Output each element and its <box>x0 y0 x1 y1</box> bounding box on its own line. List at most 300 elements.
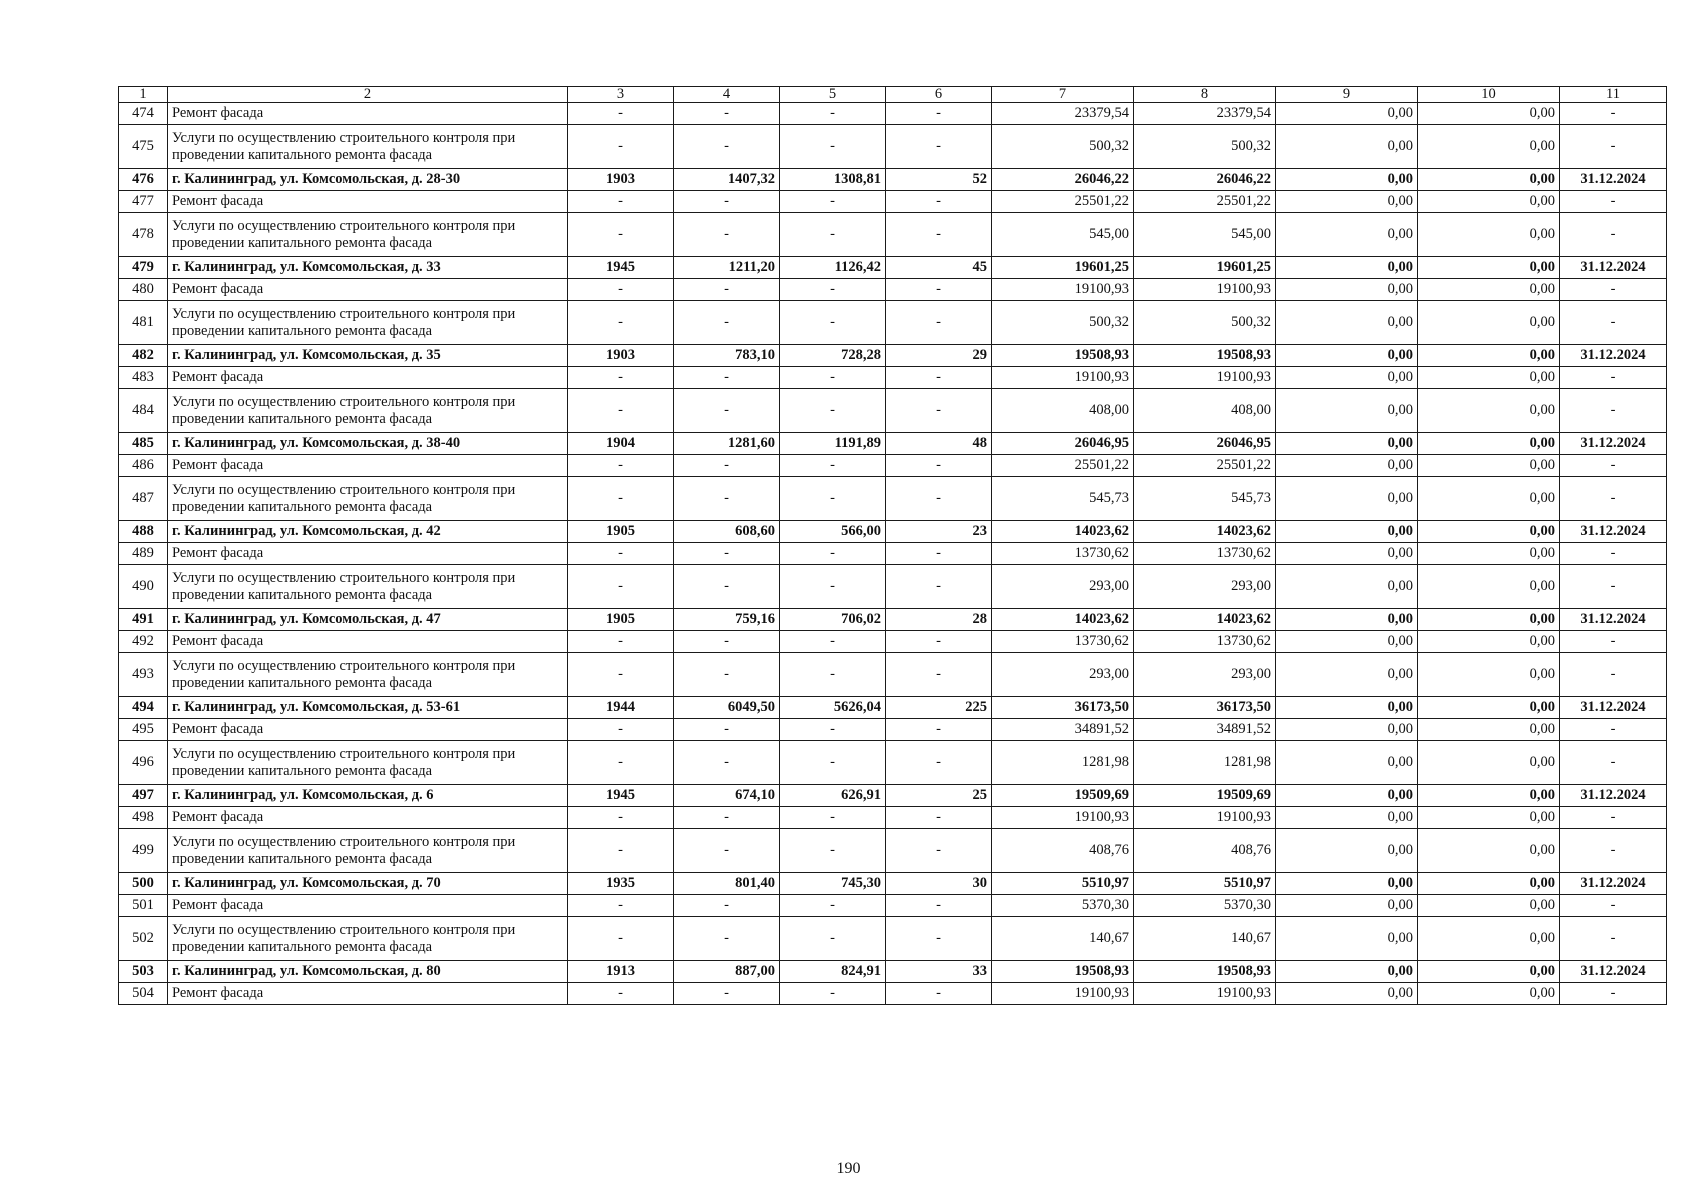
area-living-cell: - <box>780 279 886 301</box>
row-number: 499 <box>119 829 168 873</box>
area-total-cell: - <box>674 631 780 653</box>
residents-cell: 45 <box>886 257 992 279</box>
year-cell: - <box>568 653 674 697</box>
residents-cell: - <box>886 565 992 609</box>
area-living-cell: 626,91 <box>780 785 886 807</box>
deadline-cell: 31.12.2024 <box>1560 697 1667 719</box>
deadline-cell: - <box>1560 631 1667 653</box>
year-cell: - <box>568 917 674 961</box>
cost-fund-cell: 19100,93 <box>1134 279 1276 301</box>
year-cell: - <box>568 631 674 653</box>
row-number: 495 <box>119 719 168 741</box>
row-name: Ремонт фасада <box>168 631 568 653</box>
row-number: 492 <box>119 631 168 653</box>
area-living-cell: 745,30 <box>780 873 886 895</box>
deadline-cell: - <box>1560 455 1667 477</box>
area-total-cell: - <box>674 895 780 917</box>
cost-total-cell: 19508,93 <box>992 345 1134 367</box>
cost-fund-cell: 19100,93 <box>1134 807 1276 829</box>
column-header: 9 <box>1276 87 1418 103</box>
area-living-cell: - <box>780 565 886 609</box>
area-total-cell: - <box>674 125 780 169</box>
year-cell: 1905 <box>568 521 674 543</box>
area-total-cell: 801,40 <box>674 873 780 895</box>
address-row <box>119 521 1667 543</box>
area-total-cell: 783,10 <box>674 345 780 367</box>
work-row <box>119 895 1667 917</box>
cost-other-cell: 0,00 <box>1418 125 1560 169</box>
deadline-cell: - <box>1560 477 1667 521</box>
row-name: Ремонт фасада <box>168 983 568 1005</box>
cost-fund-cell: 23379,54 <box>1134 103 1276 125</box>
year-cell: 1903 <box>568 345 674 367</box>
year-cell: - <box>568 103 674 125</box>
deadline-cell: - <box>1560 367 1667 389</box>
residents-cell: - <box>886 213 992 257</box>
cost-total-cell: 19100,93 <box>992 279 1134 301</box>
cost-fund-cell: 13730,62 <box>1134 631 1276 653</box>
column-header: 11 <box>1560 87 1667 103</box>
cost-budget-cell: 0,00 <box>1276 103 1418 125</box>
address-row <box>119 609 1667 631</box>
cost-total-cell: 14023,62 <box>992 609 1134 631</box>
cost-total-cell: 23379,54 <box>992 103 1134 125</box>
cost-other-cell: 0,00 <box>1418 719 1560 741</box>
cost-total-cell: 13730,62 <box>992 543 1134 565</box>
area-total-cell: - <box>674 829 780 873</box>
deadline-cell: - <box>1560 213 1667 257</box>
year-cell: - <box>568 895 674 917</box>
row-number: 480 <box>119 279 168 301</box>
deadline-cell: 31.12.2024 <box>1560 521 1667 543</box>
row-number: 493 <box>119 653 168 697</box>
year-cell: - <box>568 741 674 785</box>
row-number: 486 <box>119 455 168 477</box>
area-living-cell: - <box>780 631 886 653</box>
cost-budget-cell: 0,00 <box>1276 873 1418 895</box>
year-cell: 1903 <box>568 169 674 191</box>
area-total-cell: - <box>674 213 780 257</box>
address-row <box>119 345 1667 367</box>
page-number: 190 <box>836 1160 861 1177</box>
residents-cell: 30 <box>886 873 992 895</box>
cost-other-cell: 0,00 <box>1418 807 1560 829</box>
row-number: 479 <box>119 257 168 279</box>
cost-total-cell: 293,00 <box>992 565 1134 609</box>
cost-budget-cell: 0,00 <box>1276 609 1418 631</box>
area-living-cell: - <box>780 301 886 345</box>
row-number: 498 <box>119 807 168 829</box>
deadline-cell: - <box>1560 807 1667 829</box>
cost-other-cell: 0,00 <box>1418 873 1560 895</box>
year-cell: 1945 <box>568 257 674 279</box>
area-total-cell: - <box>674 807 780 829</box>
cost-other-cell: 0,00 <box>1418 741 1560 785</box>
deadline-cell: - <box>1560 565 1667 609</box>
year-cell: - <box>568 389 674 433</box>
year-cell: - <box>568 279 674 301</box>
residents-cell: - <box>886 455 992 477</box>
residents-cell: 52 <box>886 169 992 191</box>
area-total-cell: - <box>674 983 780 1005</box>
area-living-cell: - <box>780 103 886 125</box>
cost-budget-cell: 0,00 <box>1276 807 1418 829</box>
residents-cell: - <box>886 367 992 389</box>
row-name: Ремонт фасада <box>168 191 568 213</box>
address-row <box>119 169 1667 191</box>
residents-cell: - <box>886 389 992 433</box>
row-name: Услуги по осуществлению строительного контроля при проведении капитального ремонта фасада <box>168 917 568 961</box>
column-number-header-row <box>119 87 1667 103</box>
row-name: Ремонт фасада <box>168 895 568 917</box>
cost-fund-cell: 26046,22 <box>1134 169 1276 191</box>
area-living-cell: - <box>780 455 886 477</box>
cost-fund-cell: 19508,93 <box>1134 345 1276 367</box>
cost-fund-cell: 545,73 <box>1134 477 1276 521</box>
year-cell: - <box>568 807 674 829</box>
address-row <box>119 873 1667 895</box>
row-name: г. Калининград, ул. Комсомольская, д. 80 <box>168 961 568 983</box>
residents-cell: - <box>886 191 992 213</box>
area-living-cell: - <box>780 477 886 521</box>
cost-fund-cell: 14023,62 <box>1134 521 1276 543</box>
residents-cell: - <box>886 631 992 653</box>
deadline-cell: 31.12.2024 <box>1560 257 1667 279</box>
year-cell: 1945 <box>568 785 674 807</box>
cost-other-cell: 0,00 <box>1418 191 1560 213</box>
service-row <box>119 565 1667 609</box>
area-total-cell: - <box>674 389 780 433</box>
deadline-cell: 31.12.2024 <box>1560 609 1667 631</box>
area-living-cell: - <box>780 719 886 741</box>
area-living-cell: - <box>780 895 886 917</box>
cost-budget-cell: 0,00 <box>1276 719 1418 741</box>
service-row <box>119 741 1667 785</box>
cost-fund-cell: 36173,50 <box>1134 697 1276 719</box>
column-header: 1 <box>119 87 168 103</box>
area-living-cell: 1126,42 <box>780 257 886 279</box>
cost-total-cell: 14023,62 <box>992 521 1134 543</box>
cost-budget-cell: 0,00 <box>1276 301 1418 345</box>
cost-other-cell: 0,00 <box>1418 477 1560 521</box>
address-row <box>119 257 1667 279</box>
cost-other-cell: 0,00 <box>1418 257 1560 279</box>
cost-total-cell: 25501,22 <box>992 455 1134 477</box>
cost-budget-cell: 0,00 <box>1276 433 1418 455</box>
year-cell: 1913 <box>568 961 674 983</box>
work-row <box>119 367 1667 389</box>
cost-total-cell: 545,73 <box>992 477 1134 521</box>
area-living-cell: 1308,81 <box>780 169 886 191</box>
row-number: 491 <box>119 609 168 631</box>
cost-budget-cell: 0,00 <box>1276 917 1418 961</box>
cost-budget-cell: 0,00 <box>1276 565 1418 609</box>
cost-fund-cell: 25501,22 <box>1134 191 1276 213</box>
area-total-cell: - <box>674 653 780 697</box>
cost-budget-cell: 0,00 <box>1276 543 1418 565</box>
residents-cell: - <box>886 983 992 1005</box>
row-name: Услуги по осуществлению строительного контроля при проведении капитального ремонта фасада <box>168 125 568 169</box>
service-row <box>119 917 1667 961</box>
year-cell: - <box>568 367 674 389</box>
row-number: 504 <box>119 983 168 1005</box>
area-total-cell: 608,60 <box>674 521 780 543</box>
area-living-cell: - <box>780 191 886 213</box>
deadline-cell: - <box>1560 103 1667 125</box>
row-name: Ремонт фасада <box>168 543 568 565</box>
residents-cell: - <box>886 653 992 697</box>
deadline-cell: 31.12.2024 <box>1560 961 1667 983</box>
area-total-cell: - <box>674 191 780 213</box>
cost-fund-cell: 19100,93 <box>1134 983 1276 1005</box>
area-living-cell: 824,91 <box>780 961 886 983</box>
row-name: г. Калининград, ул. Комсомольская, д. 53-61 <box>168 697 568 719</box>
residents-cell: - <box>886 719 992 741</box>
residents-cell: - <box>886 807 992 829</box>
cost-budget-cell: 0,00 <box>1276 741 1418 785</box>
area-total-cell: 1407,32 <box>674 169 780 191</box>
cost-budget-cell: 0,00 <box>1276 653 1418 697</box>
row-name: г. Калининград, ул. Комсомольская, д. 35 <box>168 345 568 367</box>
area-living-cell: - <box>780 125 886 169</box>
cost-budget-cell: 0,00 <box>1276 389 1418 433</box>
deadline-cell: 31.12.2024 <box>1560 345 1667 367</box>
residents-cell: - <box>886 125 992 169</box>
row-number: 485 <box>119 433 168 455</box>
year-cell: 1904 <box>568 433 674 455</box>
deadline-cell: - <box>1560 741 1667 785</box>
year-cell: - <box>568 565 674 609</box>
column-header: 2 <box>168 87 568 103</box>
cost-budget-cell: 0,00 <box>1276 367 1418 389</box>
year-cell: - <box>568 829 674 873</box>
area-living-cell: - <box>780 807 886 829</box>
cost-fund-cell: 408,00 <box>1134 389 1276 433</box>
cost-other-cell: 0,00 <box>1418 609 1560 631</box>
work-row <box>119 719 1667 741</box>
residents-cell: 29 <box>886 345 992 367</box>
table-body <box>119 87 1667 1005</box>
service-row <box>119 829 1667 873</box>
cost-fund-cell: 500,32 <box>1134 125 1276 169</box>
work-row <box>119 191 1667 213</box>
residents-cell: 33 <box>886 961 992 983</box>
service-row <box>119 301 1667 345</box>
row-number: 477 <box>119 191 168 213</box>
cost-budget-cell: 0,00 <box>1276 983 1418 1005</box>
area-total-cell: - <box>674 719 780 741</box>
deadline-cell: - <box>1560 279 1667 301</box>
row-name: г. Калининград, ул. Комсомольская, д. 6 <box>168 785 568 807</box>
cost-other-cell: 0,00 <box>1418 829 1560 873</box>
row-number: 484 <box>119 389 168 433</box>
cost-other-cell: 0,00 <box>1418 389 1560 433</box>
work-row <box>119 103 1667 125</box>
cost-total-cell: 34891,52 <box>992 719 1134 741</box>
cost-total-cell: 36173,50 <box>992 697 1134 719</box>
cost-budget-cell: 0,00 <box>1276 631 1418 653</box>
row-name: Ремонт фасада <box>168 367 568 389</box>
deadline-cell: 31.12.2024 <box>1560 785 1667 807</box>
area-total-cell: 759,16 <box>674 609 780 631</box>
area-living-cell: - <box>780 367 886 389</box>
row-name: Ремонт фасада <box>168 103 568 125</box>
column-header: 10 <box>1418 87 1560 103</box>
service-row <box>119 389 1667 433</box>
cost-budget-cell: 0,00 <box>1276 191 1418 213</box>
deadline-cell: - <box>1560 191 1667 213</box>
area-total-cell: 887,00 <box>674 961 780 983</box>
work-row <box>119 807 1667 829</box>
residents-cell: - <box>886 279 992 301</box>
deadline-cell: - <box>1560 917 1667 961</box>
cost-total-cell: 26046,95 <box>992 433 1134 455</box>
cost-budget-cell: 0,00 <box>1276 521 1418 543</box>
area-living-cell: - <box>780 389 886 433</box>
address-row <box>119 961 1667 983</box>
cost-other-cell: 0,00 <box>1418 301 1560 345</box>
cost-budget-cell: 0,00 <box>1276 455 1418 477</box>
cost-fund-cell: 545,00 <box>1134 213 1276 257</box>
cost-other-cell: 0,00 <box>1418 961 1560 983</box>
deadline-cell: - <box>1560 125 1667 169</box>
row-number: 482 <box>119 345 168 367</box>
cost-total-cell: 500,32 <box>992 125 1134 169</box>
row-name: Услуги по осуществлению строительного контроля при проведении капитального ремонта фасада <box>168 741 568 785</box>
column-header: 6 <box>886 87 992 103</box>
cost-total-cell: 5510,97 <box>992 873 1134 895</box>
residents-cell: - <box>886 477 992 521</box>
year-cell: - <box>568 301 674 345</box>
cost-other-cell: 0,00 <box>1418 631 1560 653</box>
residents-cell: 225 <box>886 697 992 719</box>
cost-budget-cell: 0,00 <box>1276 279 1418 301</box>
residents-cell: - <box>886 301 992 345</box>
document-table <box>118 86 1667 1005</box>
cost-budget-cell: 0,00 <box>1276 785 1418 807</box>
cost-total-cell: 19100,93 <box>992 983 1134 1005</box>
row-number: 503 <box>119 961 168 983</box>
area-living-cell: 566,00 <box>780 521 886 543</box>
cost-budget-cell: 0,00 <box>1276 697 1418 719</box>
cost-fund-cell: 26046,95 <box>1134 433 1276 455</box>
service-row <box>119 477 1667 521</box>
cost-fund-cell: 293,00 <box>1134 653 1276 697</box>
cost-fund-cell: 500,32 <box>1134 301 1276 345</box>
row-name: Услуги по осуществлению строительного контроля при проведении капитального ремонта фасада <box>168 829 568 873</box>
row-name: г. Калининград, ул. Комсомольская, д. 42 <box>168 521 568 543</box>
deadline-cell: 31.12.2024 <box>1560 169 1667 191</box>
row-name: Ремонт фасада <box>168 455 568 477</box>
cost-fund-cell: 293,00 <box>1134 565 1276 609</box>
cost-total-cell: 19601,25 <box>992 257 1134 279</box>
work-row <box>119 983 1667 1005</box>
residents-cell: - <box>886 103 992 125</box>
year-cell: - <box>568 983 674 1005</box>
cost-total-cell: 5370,30 <box>992 895 1134 917</box>
residents-cell: 23 <box>886 521 992 543</box>
cost-other-cell: 0,00 <box>1418 565 1560 609</box>
cost-total-cell: 545,00 <box>992 213 1134 257</box>
column-header: 8 <box>1134 87 1276 103</box>
year-cell: - <box>568 719 674 741</box>
column-header: 5 <box>780 87 886 103</box>
row-name: г. Калининград, ул. Комсомольская, д. 33 <box>168 257 568 279</box>
cost-budget-cell: 0,00 <box>1276 961 1418 983</box>
area-living-cell: - <box>780 829 886 873</box>
cost-fund-cell: 34891,52 <box>1134 719 1276 741</box>
deadline-cell: - <box>1560 983 1667 1005</box>
row-number: 483 <box>119 367 168 389</box>
cost-budget-cell: 0,00 <box>1276 895 1418 917</box>
area-total-cell: - <box>674 741 780 785</box>
cost-fund-cell: 1281,98 <box>1134 741 1276 785</box>
cost-other-cell: 0,00 <box>1418 785 1560 807</box>
row-number: 494 <box>119 697 168 719</box>
row-number: 478 <box>119 213 168 257</box>
cost-other-cell: 0,00 <box>1418 433 1560 455</box>
cost-budget-cell: 0,00 <box>1276 213 1418 257</box>
work-row <box>119 543 1667 565</box>
row-number: 500 <box>119 873 168 895</box>
deadline-cell: - <box>1560 301 1667 345</box>
row-number: 474 <box>119 103 168 125</box>
cost-total-cell: 408,00 <box>992 389 1134 433</box>
service-row <box>119 213 1667 257</box>
area-living-cell: - <box>780 983 886 1005</box>
cost-fund-cell: 25501,22 <box>1134 455 1276 477</box>
cost-total-cell: 1281,98 <box>992 741 1134 785</box>
row-name: Ремонт фасада <box>168 279 568 301</box>
area-living-cell: 5626,04 <box>780 697 886 719</box>
work-row <box>119 455 1667 477</box>
area-living-cell: - <box>780 741 886 785</box>
year-cell: - <box>568 213 674 257</box>
year-cell: - <box>568 477 674 521</box>
cost-other-cell: 0,00 <box>1418 917 1560 961</box>
column-header: 7 <box>992 87 1134 103</box>
year-cell: - <box>568 543 674 565</box>
row-name: Услуги по осуществлению строительного контроля при проведении капитального ремонта фасада <box>168 389 568 433</box>
row-name: Ремонт фасада <box>168 807 568 829</box>
year-cell: 1944 <box>568 697 674 719</box>
cost-other-cell: 0,00 <box>1418 345 1560 367</box>
residents-cell: 28 <box>886 609 992 631</box>
cost-total-cell: 19508,93 <box>992 961 1134 983</box>
cost-total-cell: 13730,62 <box>992 631 1134 653</box>
deadline-cell: - <box>1560 653 1667 697</box>
cost-total-cell: 19509,69 <box>992 785 1134 807</box>
deadline-cell: - <box>1560 829 1667 873</box>
address-row <box>119 433 1667 455</box>
row-number: 496 <box>119 741 168 785</box>
area-living-cell: 728,28 <box>780 345 886 367</box>
residents-cell: - <box>886 543 992 565</box>
area-total-cell: - <box>674 301 780 345</box>
cost-total-cell: 293,00 <box>992 653 1134 697</box>
cost-fund-cell: 5370,30 <box>1134 895 1276 917</box>
row-number: 502 <box>119 917 168 961</box>
cost-fund-cell: 5510,97 <box>1134 873 1276 895</box>
cost-total-cell: 19100,93 <box>992 807 1134 829</box>
area-total-cell: 6049,50 <box>674 697 780 719</box>
area-living-cell: - <box>780 213 886 257</box>
area-total-cell: - <box>674 279 780 301</box>
cost-fund-cell: 19509,69 <box>1134 785 1276 807</box>
row-name: г. Калининград, ул. Комсомольская, д. 47 <box>168 609 568 631</box>
cost-total-cell: 500,32 <box>992 301 1134 345</box>
cost-total-cell: 408,76 <box>992 829 1134 873</box>
